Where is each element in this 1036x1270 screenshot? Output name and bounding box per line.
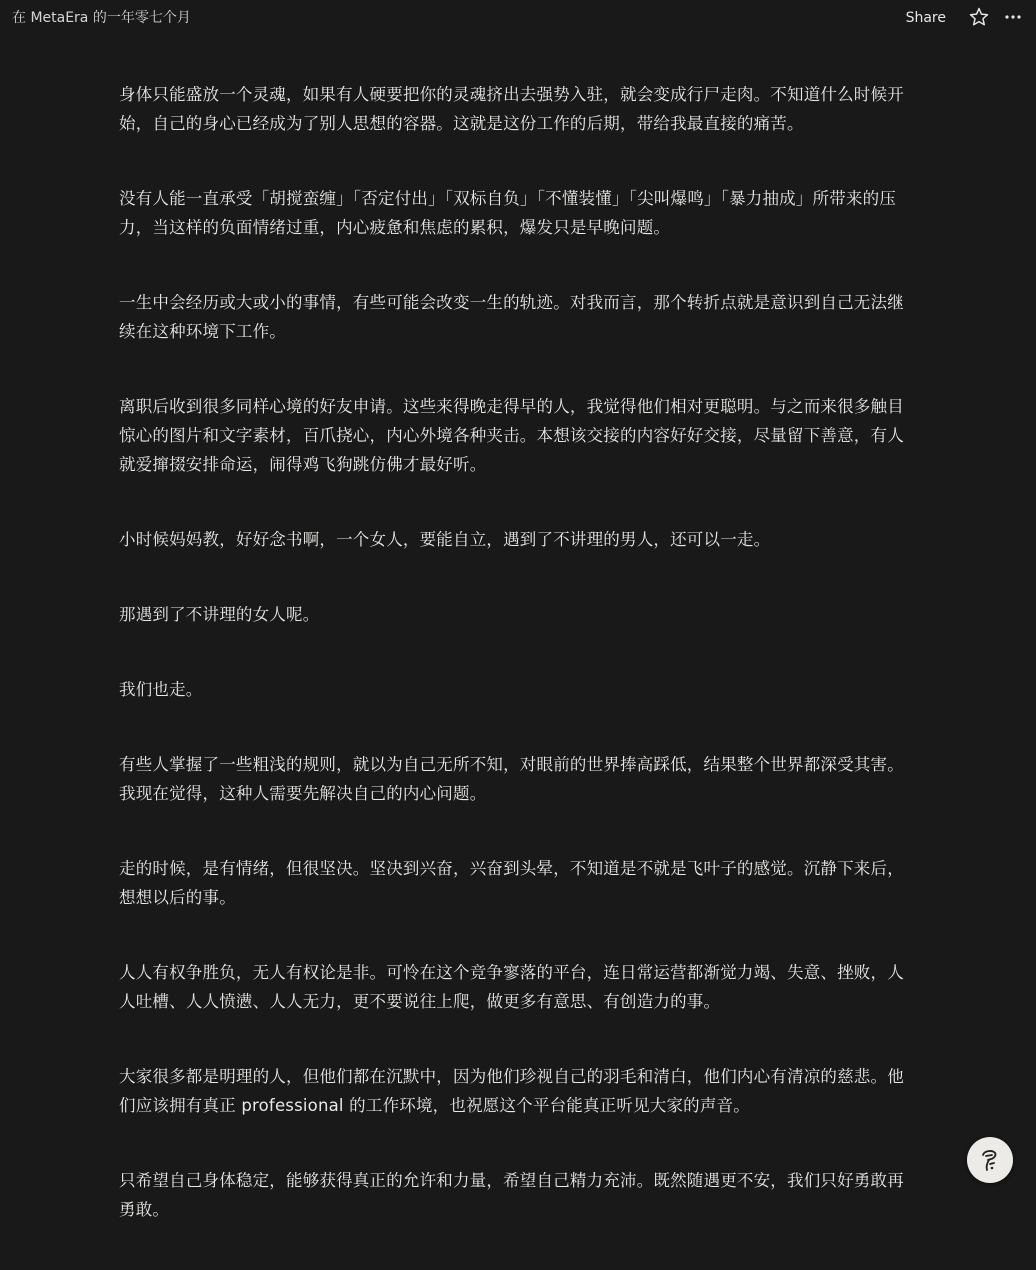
paragraph: 只希望自己身体稳定，能够获得真正的允许和力量，希望自己精力充沛。既然随遇更不安，我们只好勇敢再勇敢。 (119, 1171, 904, 1219)
star-outline-icon[interactable] (968, 6, 990, 28)
paragraph: 身体只能盛放一个灵魂，如果有人硬要把你的灵魂挤出去强势入驻，就会变成行尸走肉。不知道什么时候开始，自己的身心已经成为了别人思想的容器。这就是这份工作的后期，带给我最直接的痛苦。 (119, 85, 904, 133)
help-button[interactable] (967, 1137, 1013, 1183)
paragraph: 那遇到了不讲理的女人呢。 (119, 605, 320, 624)
paragraph: 有些人掌握了一些粗浅的规则，就以为自己无所不知，对眼前的世界捧高踩低，结果整个世界都深受其害。我现在觉得，这种人需要先解决自己的内心问题。 (119, 755, 904, 803)
paragraph: 我们也走。 (119, 680, 203, 699)
more-icon[interactable] (1004, 8, 1022, 26)
paragraph: 小时候妈妈教，好好念书啊，一个女人，要能自立，遇到了不讲理的男人，还可以一走。 (119, 530, 771, 549)
paragraph: 离职后收到很多同样心境的好友申请。这些来得晚走得早的人，我觉得他们相对更聪明。与之而来很多触目惊心的图片和文字素材，百爪挠心，内心外境各种夹击。本想该交接的内容好好交接，尽量留下善意，有人就爱撺掇安排命运，闹得鸡飞狗跳仿佛才最好听。 (119, 397, 904, 474)
paragraph: 大家很多都是明理的人，但他们都在沉默中，因为他们珍视自己的羽毛和清白，他们内心有清凉的慈悲。他们应该拥有真正 professional 的工作环境，也祝愿这个平台能真正听见大家的声音。 (119, 1067, 904, 1115)
paragraph: 走的时候，是有情绪，但很坚决。坚决到兴奋，兴奋到头晕，不知道是不就是飞叶子的感觉。沉静下来后，想想以后的事。 (119, 859, 904, 907)
paragraph: 一生中会经历或大或小的事情，有些可能会改变一生的轨迹。对我而言，那个转折点就是意识到自己无法继续在这种环境下工作。 (119, 293, 904, 341)
top-bar (0, 0, 1036, 36)
share-button[interactable]: Share (905, 10, 946, 26)
paragraph: 没有人能一直承受「胡搅蛮缠」「否定付出」「双标自负」「不懂装懂」「尖叫爆鸣」「暴力抽成」所带来的压力，当这样的负面情绪过重，内心疲惫和焦虑的累积，爆发只是早晚问题。 (119, 189, 897, 237)
page-title: 在 MetaEra 的一年零七个月 (12, 10, 191, 26)
help-question-icon (976, 1146, 1004, 1174)
document-body (119, 80, 909, 1270)
paragraph: 人人有权争胜负，无人有权论是非。可怜在这个竞争寥落的平台，连日常运营都渐觉力竭、失意、挫败，人人吐槽、人人愤懑、人人无力，更不要说往上爬，做更多有意思、有创造力的事。 (119, 963, 904, 1011)
